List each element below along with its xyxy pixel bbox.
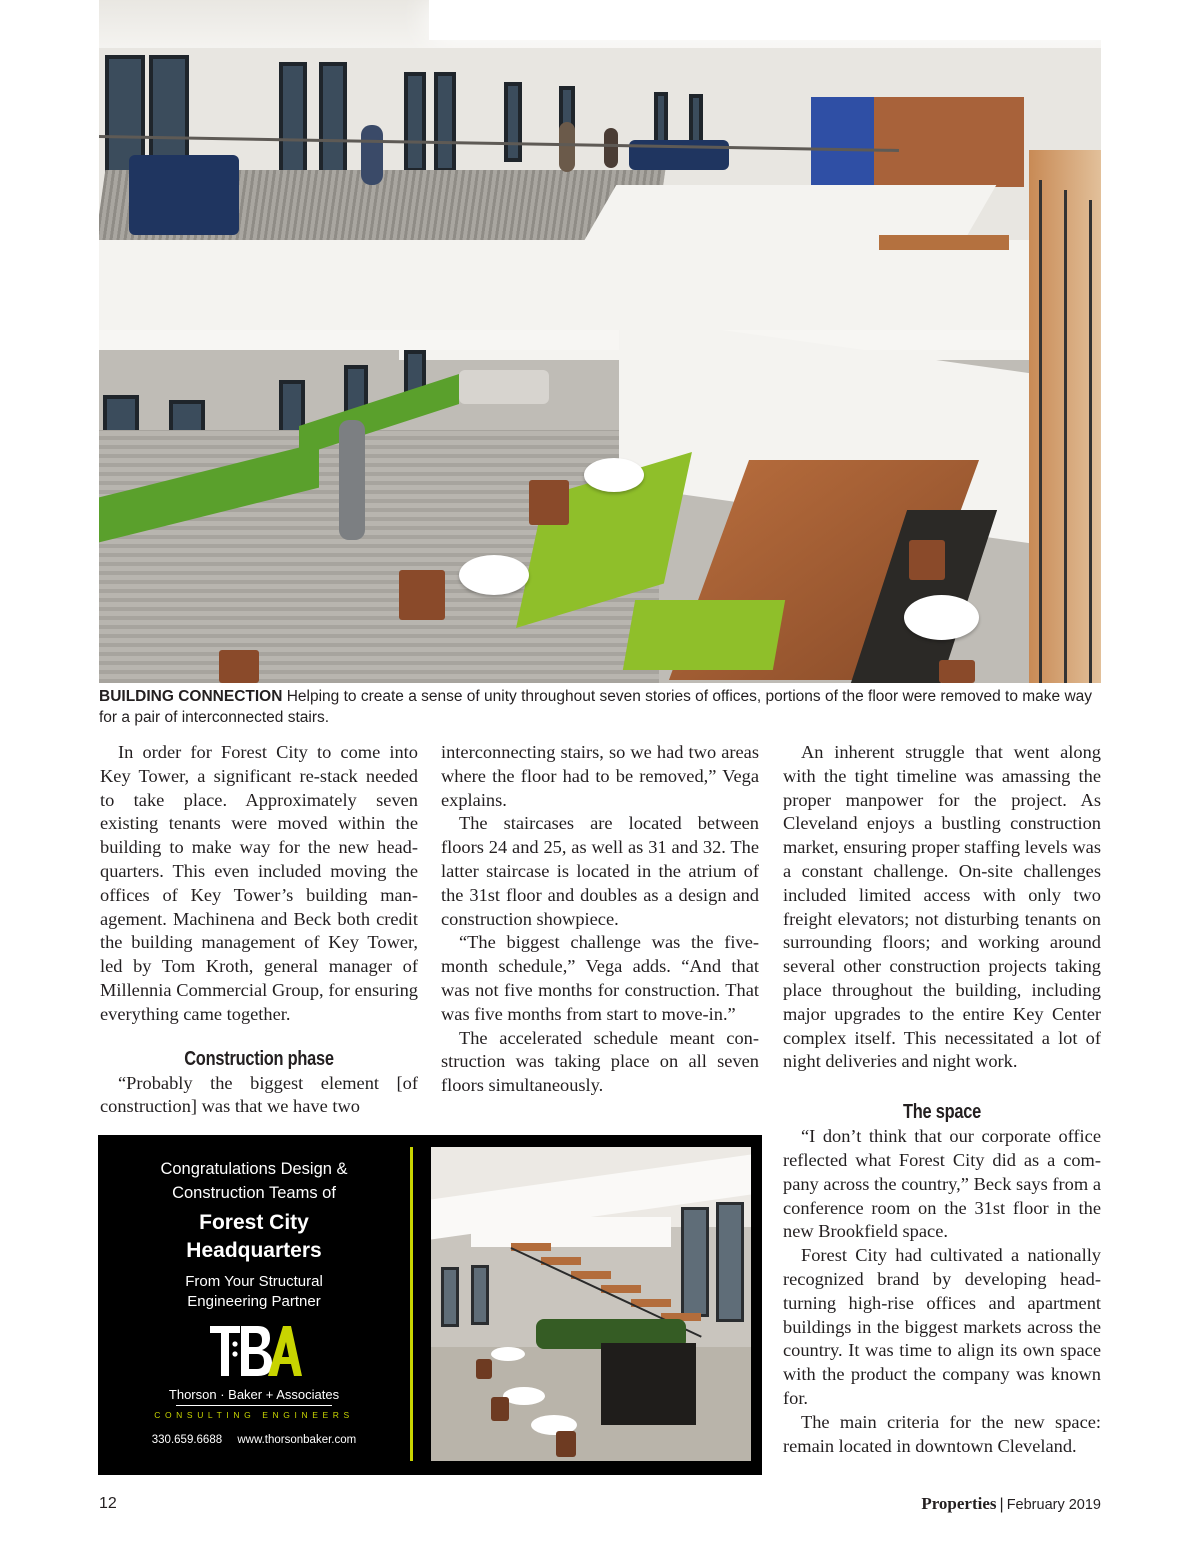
paragraph: “The biggest challenge was the five-month schedule,” Vega adds. “And that was not five months for construction. That was five months from start to move-in.” [441, 932, 759, 1024]
tba-logo [206, 1320, 302, 1380]
footer-separator: | [999, 1496, 1004, 1513]
ad-photo-window [441, 1267, 459, 1327]
magazine-footer [921, 1494, 1101, 1514]
paragraph: “I don’t think that our corporate office reflected what Forest City did as a company across the country,” Beck says from a conference room on the 31st floor in the new Brookfield space. [783, 1126, 1101, 1242]
ad-firm-rule [176, 1405, 332, 1406]
photo-person [559, 122, 575, 172]
ad-divider [410, 1147, 413, 1461]
photo-chair [909, 540, 945, 580]
photo-window [279, 62, 307, 182]
ad-photo-chair [556, 1431, 576, 1457]
ad-contact [98, 1432, 410, 1448]
photo-person [361, 125, 383, 185]
article-column-2 [441, 741, 759, 1098]
ad-website[interactable]: www.thorsonbaker.com [237, 1434, 357, 1446]
ad-photo-chair [491, 1397, 509, 1421]
page-number: 12 [99, 1495, 117, 1512]
paragraph: The accelerated schedule meant construction was taking place on all seven floors simultaneously. [441, 1027, 759, 1096]
paragraph: The staircases are located between floors 24 and 25, as well as 31 and 32. The latter staircase is located in the atrium of the 31st floor and doubles as a design and construction showpiece. [441, 813, 759, 929]
photo-window [434, 72, 456, 172]
ad-photo-beam [471, 1217, 671, 1247]
ad-photo-counter [601, 1343, 696, 1425]
ad-stair-photo [431, 1147, 751, 1461]
photo-person [339, 420, 365, 540]
ad-project-line: Headquarters [186, 1239, 322, 1262]
section-heading: Construction phase [184, 1047, 334, 1070]
photo-railing-post [1089, 200, 1092, 683]
photo-window [404, 72, 426, 172]
ad-photo-window [681, 1207, 709, 1317]
photo-chair [939, 660, 975, 683]
ad-partner-line: Engineering Partner [187, 1293, 321, 1310]
ad-project-line: Forest City [199, 1211, 309, 1234]
paragraph: interconnecting stairs, so we had two areas where the floor had to be removed,” Vega explains. [441, 742, 759, 810]
section-heading: The space [902, 1101, 982, 1124]
paragraph: In order for Forest City to come into Key Tower, a significant re-stack needed to take place. Approximately seven existing tenants were moved within the building to make way for the new headquarters. This even included moving the offices of Key Tower’s building management. Machinena and Beck both credit the building management of Key Tower, led by Tom Kroth, general manager of Millennia Commercial Group, for ensuring everything came together. [100, 742, 418, 1024]
paragraph: The main criteria for the new space: remain located in downtown Cleveland. [783, 1411, 1101, 1456]
ad-congrats-line: Congratulations Design & [160, 1160, 348, 1178]
paragraph: “Probably the biggest element [of construction] was that we have two [100, 1072, 418, 1117]
caption-text: Helping to create a sense of unity throughout seven stories of offices, portions of the floor were removed to make way for a pair of interconnected stairs. [99, 688, 1093, 726]
atrium-photo [99, 0, 1101, 683]
photo-caption [99, 686, 1101, 728]
photo-floor-edge [99, 330, 1039, 350]
photo-table [904, 595, 979, 640]
ad-photo-window [471, 1265, 489, 1325]
ad-photo-window [716, 1202, 744, 1322]
ad-partner [98, 1272, 410, 1312]
ad-photo-chair [476, 1359, 492, 1379]
ad-photo-table [503, 1387, 545, 1405]
photo-railing-post [1064, 190, 1067, 683]
photo-sofa [129, 155, 239, 235]
ad-firm-name: Thorson · Baker + Associates [168, 1387, 340, 1402]
caption-label: BUILDING CONNECTION [99, 688, 283, 705]
photo-wood-wall [874, 97, 1024, 187]
photo-chair [219, 650, 259, 683]
ad-photo-table [491, 1347, 525, 1361]
photo-blue-wall [811, 97, 874, 187]
photo-sofa [459, 370, 549, 404]
photo-table [459, 555, 529, 595]
photo-chair [399, 570, 445, 620]
paragraph: An inherent struggle that went along with the tight timeline was amassing the proper manpower for the project. As Cleveland enjoys a bustling construction market, ensuring proper staffing levels was a constant challenge. On-site challenges included limited access with only two freight elevators; not disturbing tenants on surrounding floors; and working around several other construction projects taking place throughout the building, including major upgrades to the entire Key Center complex itself. This necessitated a lot of night deliveries and night work. [783, 742, 1101, 1072]
photo-person [604, 128, 618, 168]
advertisement[interactable] [98, 1135, 762, 1475]
ad-congrats [98, 1157, 410, 1205]
photo-table [584, 458, 644, 492]
photo-chair [529, 480, 569, 525]
photo-window [319, 62, 347, 182]
ad-project-name [98, 1209, 410, 1265]
article-column-1 [100, 741, 418, 1119]
article-column-3 [783, 741, 1101, 1458]
issue-date: February 2019 [1006, 1497, 1101, 1513]
ad-congrats-line: Construction Teams of [172, 1184, 336, 1202]
photo-railing-post [1039, 180, 1042, 683]
magazine-name: Properties [921, 1494, 997, 1513]
photo-green-bench [623, 600, 785, 670]
paragraph: Forest City had cultivated a nationally recognized brand by developing headturning high-rise offices and apartment buildings in the biggest markets across the country. It was time to align its own space with the product the company was known for. [783, 1245, 1101, 1408]
photo-stair-step [879, 235, 1009, 251]
photo-window [504, 82, 522, 162]
ad-text-panel [98, 1135, 410, 1475]
photo-skylight [429, 0, 1101, 40]
ad-phone: 330.659.6688 [151, 1434, 223, 1446]
ad-firm-tagline: CONSULTING ENGINEERS [154, 1410, 354, 1420]
ad-partner-line: From Your Structural [185, 1273, 323, 1290]
